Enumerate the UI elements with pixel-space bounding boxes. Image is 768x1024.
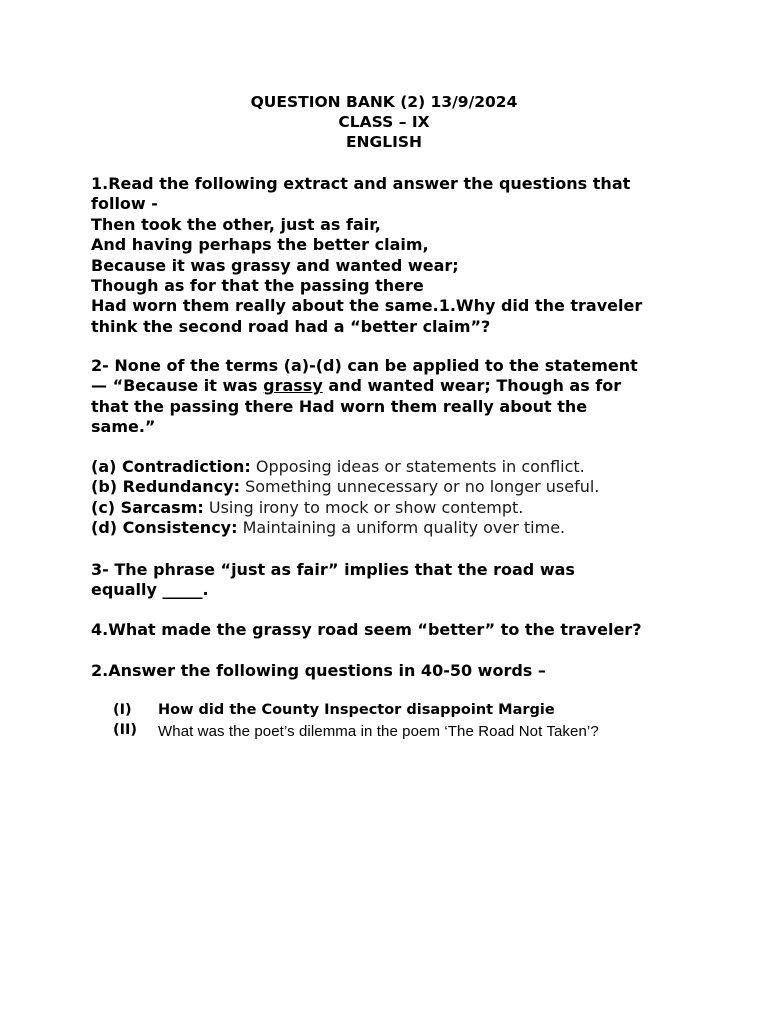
option-definition: Opposing ideas or statements in conflict. (250, 457, 585, 476)
document-header (0, 92, 768, 152)
question-2-line (91, 376, 691, 396)
list-item (113, 722, 673, 768)
option-definition: Using irony to mock or show contempt. (203, 497, 524, 517)
options-list (91, 457, 691, 539)
list-item-number: (II) (113, 722, 138, 738)
list-item-text: How did the County Inspector disappoint Margie (158, 702, 555, 718)
question-4-text: 4.What made the grassy road seem “better” to the traveler? (91, 620, 642, 639)
list-item (113, 702, 673, 722)
option-label: (d) Consistency: (91, 518, 238, 538)
poem-line: Though as for that the passing there (91, 276, 424, 296)
option-label: (b) Redundancy: (91, 477, 241, 497)
question-3 (91, 560, 691, 601)
list-item-number: (I) (113, 702, 132, 718)
question-2-line: 2- None of the terms (a)-(d) can be applied to the statement (91, 356, 638, 375)
option-item (91, 498, 691, 518)
header-subject: ENGLISH (345, 133, 423, 151)
section-2-title: 2.Answer the following questions in 40-50 words – (91, 661, 546, 680)
header-class: CLASS – IX (338, 113, 430, 131)
option-label: (c) Sarcasm: (91, 497, 204, 517)
question-2-line: same.” (91, 417, 156, 437)
question-2 (91, 356, 691, 438)
question-4 (91, 620, 691, 640)
option-definition: Something unnecessary or no longer useful. (240, 477, 600, 497)
poem-line: Had worn them really about the same.1.Why did the traveler (91, 296, 643, 316)
poem-line: Because it was grassy and wanted wear; (91, 255, 459, 275)
poem-line: And having perhaps the better claim, (91, 235, 429, 255)
question-3-line: equally _____. (91, 580, 209, 600)
question-1-line: follow - (91, 194, 158, 214)
question-2-line: that the passing there Had worn them really about the (91, 396, 588, 416)
option-definition: Maintaining a uniform quality over time. (237, 518, 566, 538)
section-2-list (113, 702, 673, 768)
underlined-word: grassy (263, 376, 323, 396)
option-item (91, 477, 691, 497)
question-2-text: — “Because it was (91, 376, 264, 396)
question-2-text: and wanted wear; Though as for (322, 376, 622, 396)
question-1-line: think the second road had a “better claim”? (91, 316, 491, 336)
option-label: (a) Contradiction: (91, 457, 251, 476)
poem-line: Then took the other, just as fair, (91, 214, 381, 234)
question-1 (91, 174, 691, 337)
question-1-line: 1.Read the following extract and answer the questions that (91, 174, 631, 193)
question-3-line: 3- The phrase “just as fair” implies that the road was (91, 560, 575, 579)
list-item-text: What was the poet’s dilemma in the poem ‘The Road Not Taken’? (158, 723, 599, 740)
section-2-heading (91, 661, 691, 681)
option-item (91, 457, 691, 477)
option-item (91, 518, 691, 538)
header-title: QUESTION BANK (2) 13/9/2024 (250, 93, 518, 111)
